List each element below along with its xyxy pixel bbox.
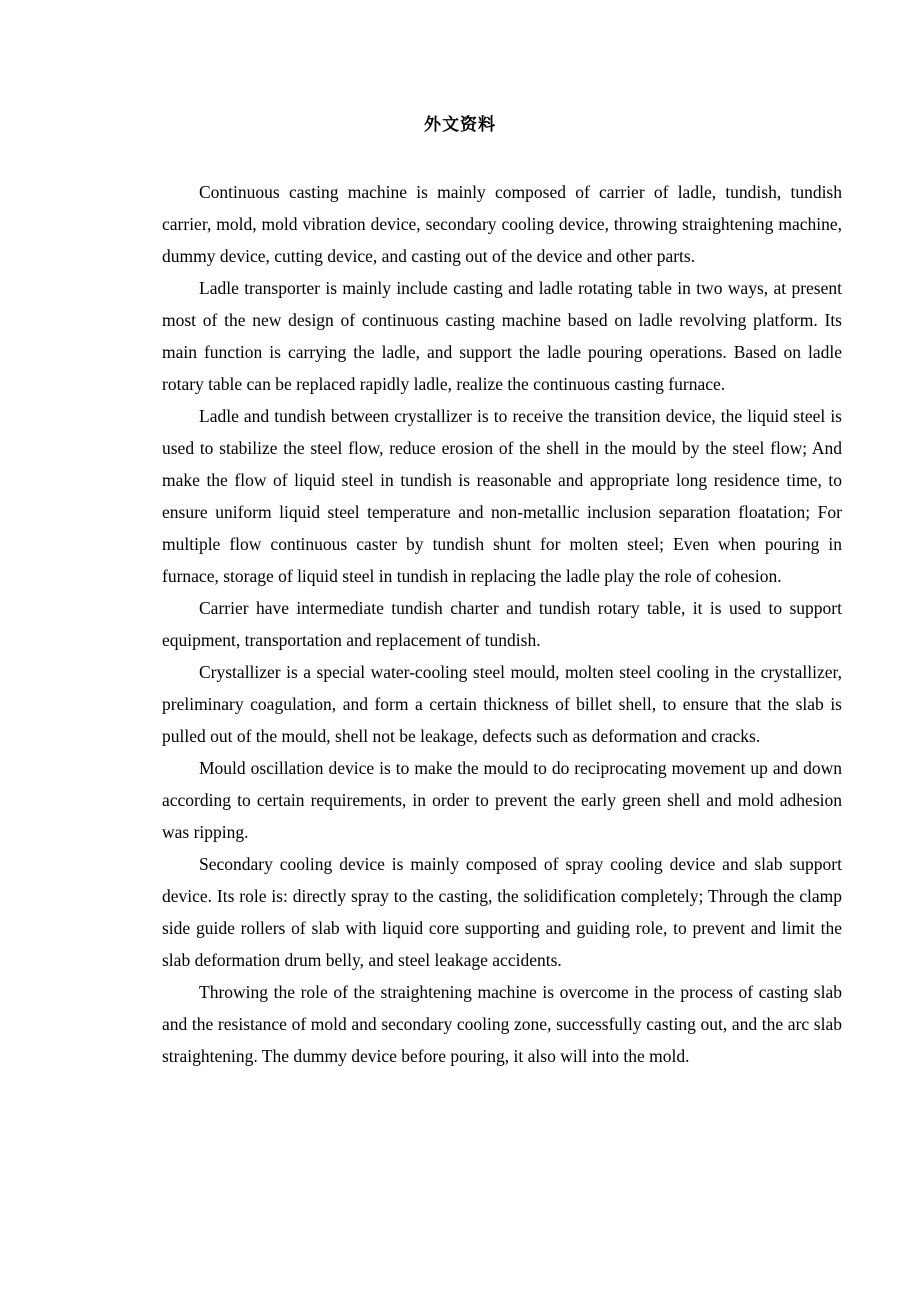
paragraph-7: Secondary cooling device is mainly composed of spray cooling device and slab support device. Its role is: directly spray to the casting, the solidification completely; Through the clamp side guide rollers of slab with liquid core supporting and guiding role, to prevent and limit the slab deformation drum belly, and steel leakage accidents. [162, 854, 842, 970]
paragraph-4: Carrier have intermediate tundish charter and tundish rotary table, it is used to support equipment, transportation and replacement of tundish. [162, 598, 842, 650]
document-title: 外文资料 [424, 115, 496, 135]
paragraph-8: Throwing the role of the straightening machine is overcome in the process of casting slab and the resistance of mold and secondary cooling zone, successfully casting out, and the arc slab straightening. The dummy device before pouring, it also will into the mold. [162, 982, 842, 1066]
paragraph-1: Continuous casting machine is mainly composed of carrier of ladle, tundish, tundish carrier, mold, mold vibration device, secondary cooling device, throwing straightening machine, dummy device, cutting device, and casting out of the device and other parts. [162, 182, 842, 266]
paragraph-3: Ladle and tundish between crystallizer is to receive the transition device, the liquid steel is used to stabilize the steel flow, reduce erosion of the shell in the mould by the steel flow; And make the flow of liquid steel in tundish is reasonable and appropriate long residence time, to ensure uniform liquid steel temperature and non-metallic inclusion separation floatation; For multiple flow continuous caster by tundish shunt for molten steel; Even when pouring in furnace, storage of liquid steel in tundish in replacing the ladle play the role of cohesion. [162, 406, 842, 586]
paragraph-5: Crystallizer is a special water-cooling steel mould, molten steel cooling in the crystallizer, preliminary coagulation, and form a certain thickness of billet shell, to ensure that the slab is pulled out of the mould, shell not be leakage, defects such as deformation and cracks. [162, 662, 842, 746]
paragraph-2: Ladle transporter is mainly include casting and ladle rotating table in two ways, at present most of the new design of continuous casting machine based on ladle revolving platform. Its main function is carrying the ladle, and support the ladle pouring operations. Based on ladle rotary table can be replaced rapidly ladle, realize the continuous casting furnace. [162, 278, 842, 394]
document-body [162, 176, 842, 1072]
paragraph-6: Mould oscillation device is to make the mould to do reciprocating movement up and down according to certain requirements, in order to prevent the early green shell and mold adhesion was ripping. [162, 758, 842, 842]
